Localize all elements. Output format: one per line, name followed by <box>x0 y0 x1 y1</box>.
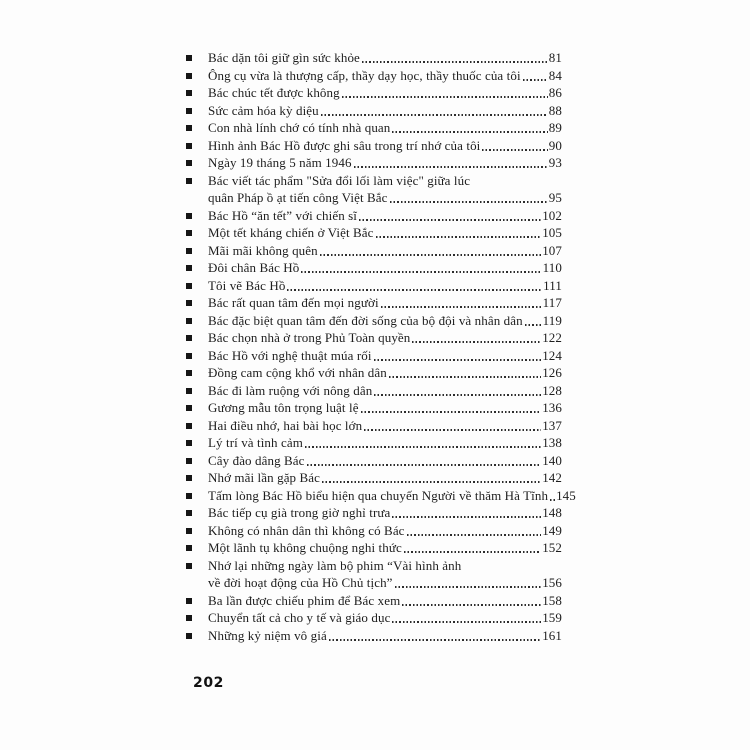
toc-entry-page-number: 159 <box>542 610 562 625</box>
toc-entry-body <box>208 364 562 382</box>
toc-entry-title: Ba lần được chiếu phim để Bác xem <box>208 592 401 608</box>
toc-entry <box>186 137 562 155</box>
dotted-leader <box>390 504 542 522</box>
toc-entry-title: Bác rất quan tâm đến mọi người <box>208 295 379 310</box>
toc-entry-last-line <box>208 329 562 347</box>
bullet-square-icon <box>186 598 192 604</box>
toc-entry-page-number: 95 <box>548 190 562 205</box>
dotted-leader <box>402 539 542 557</box>
toc-entry-page-number: 102 <box>542 207 562 223</box>
toc-entry-page-number: 149 <box>542 522 562 538</box>
toc-entry-body <box>208 137 562 155</box>
toc-entry-page-number: 152 <box>542 540 562 555</box>
bullet-square-icon <box>186 528 192 534</box>
toc-entry <box>186 382 562 400</box>
toc-entry-title: Lý trí và tình cảm <box>208 435 303 450</box>
toc-entry-last-line <box>208 49 562 67</box>
toc-entry <box>186 609 562 627</box>
toc-entry-page-number: 122 <box>542 330 562 345</box>
toc-entry-last-line <box>208 592 562 610</box>
bullet-column <box>186 347 208 359</box>
bullet-column <box>186 102 208 114</box>
toc-entry-page-number: 138 <box>542 435 562 450</box>
bullet-column <box>186 294 208 306</box>
dotted-leader <box>548 487 556 505</box>
toc-entry-page-number: 142 <box>542 470 562 485</box>
bullet-column <box>186 382 208 394</box>
toc-entry-body <box>208 557 562 592</box>
bullet-column <box>186 504 208 516</box>
bullet-square-icon <box>186 545 192 551</box>
dotted-leader <box>340 84 549 102</box>
toc-entry-body <box>208 242 562 260</box>
toc-entry-title: Mãi mãi không quên <box>208 242 318 258</box>
bullet-column <box>186 137 208 149</box>
toc-entry-page-number: 140 <box>542 452 562 468</box>
dotted-leader <box>388 189 549 207</box>
toc-entry-page-number: 107 <box>542 242 562 258</box>
toc-entry <box>186 592 562 610</box>
toc-entry-page-number: 126 <box>542 365 562 380</box>
toc-entry-title: Sức cảm hóa kỳ diệu <box>208 102 319 118</box>
bullet-square-icon <box>186 55 192 61</box>
bullet-column <box>186 434 208 446</box>
dotted-leader <box>390 119 548 137</box>
bullet-square-icon <box>186 493 192 499</box>
toc-entry-page-number: 128 <box>542 382 562 398</box>
toc-entry <box>186 154 562 172</box>
toc-entry <box>186 487 576 505</box>
toc-entry-body <box>208 627 562 645</box>
bullet-square-icon <box>186 633 192 639</box>
dotted-leader <box>360 49 549 67</box>
toc-entry-title: Không có nhân dân thì không có Bác <box>208 522 405 538</box>
bullet-square-icon <box>186 73 192 79</box>
bullet-column <box>186 452 208 464</box>
bullet-square-icon <box>186 160 192 166</box>
toc-entry-last-line <box>208 102 562 120</box>
bullet-square-icon <box>186 423 192 429</box>
dotted-leader <box>303 434 542 452</box>
bullet-column <box>186 207 208 219</box>
toc-entry <box>186 259 562 277</box>
toc-entry-title: Hai điều nhớ, hai bài học lớn <box>208 417 363 433</box>
bullet-column <box>186 487 208 499</box>
bullet-column <box>186 224 208 236</box>
toc-entry-page-number: 148 <box>542 505 562 520</box>
bullet-square-icon <box>186 178 192 184</box>
toc-entry-last-line <box>208 522 562 540</box>
toc-entry-body <box>208 609 562 627</box>
dotted-leader <box>400 592 542 610</box>
toc-entry-page-number: 81 <box>548 50 562 65</box>
bullet-column <box>186 312 208 324</box>
toc-entry-page-number: 90 <box>548 137 562 153</box>
toc-entry-title: Ngày 19 tháng 5 năm 1946 <box>208 155 352 170</box>
toc-entry-last-line <box>208 189 562 207</box>
toc-entry <box>186 207 562 225</box>
toc-entry-body <box>208 434 562 452</box>
dotted-leader <box>362 417 542 435</box>
toc-entry-last-line <box>208 277 562 295</box>
bullet-square-icon <box>186 370 192 376</box>
bullet-square-icon <box>186 405 192 411</box>
toc-entry-title: quân Pháp ồ ạt tiến công Việt Bắc <box>208 190 388 205</box>
bullet-square-icon <box>186 318 192 324</box>
bullet-column <box>186 522 208 534</box>
bullet-square-icon <box>186 143 192 149</box>
toc-entry-body <box>208 102 562 120</box>
toc-entry <box>186 434 562 452</box>
bullet-column <box>186 154 208 166</box>
toc-entry-body <box>208 172 562 207</box>
toc-entry-body <box>208 277 562 295</box>
toc-entry <box>186 312 562 330</box>
dotted-leader <box>480 137 548 155</box>
toc-entry-body <box>208 259 562 277</box>
bullet-square-icon <box>186 230 192 236</box>
toc-entry-body <box>208 329 562 347</box>
toc-entry-title: Con nhà lính chớ có tính nhà quan <box>208 120 391 135</box>
toc-entry <box>186 329 562 347</box>
toc-entry <box>186 452 562 470</box>
toc-entry-page-number: 110 <box>542 260 562 275</box>
dotted-leader <box>320 469 542 487</box>
toc-entry-title-line: Nhớ lại những ngày làm bộ phim “Vài hình ảnh <box>208 557 462 573</box>
toc-entry-page-number: 156 <box>542 575 562 590</box>
toc-entry-body <box>208 452 562 470</box>
toc-entry <box>186 504 562 522</box>
toc-entry-body <box>208 49 562 67</box>
toc-entry-last-line <box>208 627 562 645</box>
bullet-column <box>186 539 208 551</box>
bullet-column <box>186 49 208 61</box>
bullet-square-icon <box>186 475 192 481</box>
dotted-leader <box>319 102 549 120</box>
bullet-square-icon <box>186 248 192 254</box>
dotted-leader <box>285 277 543 295</box>
toc-entry-title: Bác dặn tôi giữ gìn sức khỏe <box>208 50 360 65</box>
dotted-leader <box>410 329 542 347</box>
bullet-column <box>186 609 208 621</box>
bullet-square-icon <box>186 388 192 394</box>
toc-entry <box>186 242 562 260</box>
bullet-column <box>186 119 208 131</box>
toc-entry-last-line <box>208 312 562 330</box>
toc-entry-page-number: 84 <box>548 67 562 83</box>
toc-entry-title: Bác Hồ “ăn tết” với chiến sĩ <box>208 207 358 223</box>
toc-entry-body <box>208 504 562 522</box>
toc-entry-title-line: Bác viết tác phẩm "Sửa đổi lối làm việc" giữa lúc <box>208 172 471 188</box>
toc-entry <box>186 119 562 137</box>
toc-entry-title: Bác tiếp cụ già trong giờ nghỉ trưa <box>208 505 391 520</box>
toc-entry-body <box>208 294 562 312</box>
toc-entry-body <box>208 347 562 365</box>
toc-entry <box>186 469 562 487</box>
bullet-square-icon <box>186 125 192 131</box>
toc-entry-title: Hình ảnh Bác Hồ được ghi sâu trong trí nhớ của tôi <box>208 137 481 153</box>
toc-entry-last-line <box>208 487 576 505</box>
toc-entry-page-number: 158 <box>542 592 562 608</box>
toc-entry-title: Đôi chân Bác Hồ <box>208 260 300 275</box>
toc-entry-title: Đồng cam cộng khổ với nhân dân <box>208 365 387 380</box>
dotted-leader <box>393 574 543 592</box>
toc-entry-title: Tôi vẽ Bác Hồ <box>208 277 286 293</box>
bullet-square-icon <box>186 213 192 219</box>
toc-entry-last-line <box>208 364 562 382</box>
footer-page-number: 202 <box>193 675 225 691</box>
dotted-leader <box>387 364 542 382</box>
toc-entry-last-line <box>208 137 562 155</box>
toc-entry <box>186 539 562 557</box>
bullet-column <box>186 592 208 604</box>
bullet-column <box>186 277 208 289</box>
toc-entry-title: Chuyển tất cả cho y tế và giáo dục <box>208 610 391 625</box>
dotted-leader <box>374 224 543 242</box>
toc-entry-body <box>208 539 562 557</box>
bullet-column <box>186 67 208 79</box>
toc-entry-last-line <box>208 242 562 260</box>
toc-entry-title: Bác chúc tết được không <box>208 85 340 100</box>
dotted-leader <box>372 347 543 365</box>
bullet-column <box>186 399 208 411</box>
toc-entry-body <box>208 592 562 610</box>
bullet-square-icon <box>186 283 192 289</box>
toc-entry-title: Tấm lòng Bác Hồ biểu hiện qua chuyến Người về thăm Hà Tĩnh <box>208 487 549 503</box>
toc-entry-last-line <box>208 154 562 172</box>
bullet-column <box>186 557 208 569</box>
toc-entry <box>186 172 562 207</box>
toc-entry-last-line <box>208 609 562 627</box>
dotted-leader <box>523 312 543 330</box>
toc-entry-title: Gương mẫu tôn trọng luật lệ <box>208 400 359 415</box>
toc-entry-page-number: 86 <box>548 85 562 100</box>
toc-entry-body <box>208 487 576 505</box>
toc-entry-last-line <box>208 452 562 470</box>
toc-entry-title: Nhớ mãi lần gặp Bác <box>208 470 321 485</box>
toc-entry-title: Bác Hồ với nghệ thuật múa rối <box>208 347 372 363</box>
bullet-column <box>186 84 208 96</box>
dotted-leader <box>390 609 542 627</box>
toc-entry-title: Cây đào dâng Bác <box>208 452 305 468</box>
toc-entry-title: Những kỷ niệm vô giá <box>208 627 327 643</box>
toc-entry-page-number: 89 <box>548 120 562 135</box>
toc-entry-page-number: 93 <box>548 155 562 170</box>
toc-entry-body <box>208 469 562 487</box>
toc-entry-body <box>208 84 562 102</box>
bullet-square-icon <box>186 300 192 306</box>
table-of-contents <box>186 49 576 644</box>
toc-entry-page-number: 124 <box>542 347 562 363</box>
dotted-leader <box>318 242 542 260</box>
toc-entry-last-line <box>208 539 562 557</box>
toc-entry-last-line <box>208 347 562 365</box>
dotted-leader <box>521 67 549 85</box>
toc-entry-last-line <box>208 207 562 225</box>
toc-entry-last-line <box>208 469 562 487</box>
toc-entry-last-line <box>208 574 562 592</box>
toc-entry <box>186 102 562 120</box>
dotted-leader <box>327 627 542 645</box>
dotted-leader <box>357 207 542 225</box>
toc-entry-last-line <box>208 119 562 137</box>
toc-entry-body <box>208 382 562 400</box>
toc-entry <box>186 294 562 312</box>
toc-entry-page-number: 88 <box>548 102 562 118</box>
bullet-column <box>186 172 208 184</box>
toc-entry-page-number: 145 <box>556 487 576 503</box>
toc-entry-page-number: 137 <box>542 417 562 433</box>
dotted-leader <box>299 259 542 277</box>
toc-entry-page-number: 161 <box>542 627 562 643</box>
toc-entry-last-line <box>208 382 562 400</box>
bullet-square-icon <box>186 615 192 621</box>
toc-entry-body <box>208 119 562 137</box>
toc-entry-body <box>208 207 562 225</box>
toc-entry-last-line <box>208 259 562 277</box>
toc-entry-last-line <box>208 417 562 435</box>
bullet-column <box>186 364 208 376</box>
bullet-column <box>186 417 208 429</box>
toc-entry <box>186 557 562 592</box>
toc-entry <box>186 224 562 242</box>
toc-entry-last-line <box>208 67 562 85</box>
bullet-column <box>186 627 208 639</box>
bullet-square-icon <box>186 335 192 341</box>
toc-entry-last-line <box>208 294 562 312</box>
toc-entry <box>186 417 562 435</box>
bullet-square-icon <box>186 510 192 516</box>
toc-entry <box>186 347 562 365</box>
toc-entry-title: về đời hoạt động của Hồ Chủ tịch” <box>208 575 393 590</box>
toc-entry-page-number: 105 <box>542 225 562 240</box>
bullet-column <box>186 259 208 271</box>
toc-entry-body <box>208 224 562 242</box>
toc-entry <box>186 399 562 417</box>
toc-entry <box>186 49 562 67</box>
dotted-leader <box>372 382 542 400</box>
toc-entry <box>186 84 562 102</box>
toc-entry <box>186 364 562 382</box>
dotted-leader <box>305 452 543 470</box>
bullet-column <box>186 242 208 254</box>
toc-entry-body <box>208 399 562 417</box>
bullet-square-icon <box>186 563 192 569</box>
bullet-square-icon <box>186 108 192 114</box>
bullet-square-icon <box>186 265 192 271</box>
dotted-leader <box>359 399 543 417</box>
bullet-column <box>186 469 208 481</box>
bullet-square-icon <box>186 440 192 446</box>
toc-entry <box>186 627 562 645</box>
toc-entry-last-line <box>208 434 562 452</box>
toc-entry <box>186 67 562 85</box>
toc-entry-title: Bác chọn nhà ở trong Phủ Toàn quyền <box>208 330 411 345</box>
dotted-leader <box>352 154 549 172</box>
toc-entry-title: Bác đi làm ruộng với nông dân <box>208 382 373 398</box>
toc-entry-title: Một lãnh tụ không chuộng nghi thức <box>208 540 402 555</box>
toc-entry-body <box>208 67 562 85</box>
toc-entry-body <box>208 312 562 330</box>
toc-entry <box>186 522 562 540</box>
toc-entry-page-number: 117 <box>542 295 562 310</box>
toc-entry-title: Bác đặc biệt quan tâm đến đời sống của bộ đội và nhân dân <box>208 312 523 328</box>
toc-entry-title: Ông cụ vừa là thượng cấp, thầy dạy học, thầy thuốc của tôi <box>208 67 521 83</box>
toc-entry-page-number: 111 <box>543 277 562 293</box>
toc-entry-body <box>208 522 562 540</box>
dotted-leader <box>379 294 543 312</box>
toc-entry-page-number: 136 <box>542 400 562 415</box>
bullet-column <box>186 329 208 341</box>
toc-entry-page-number: 119 <box>542 312 562 328</box>
toc-entry-last-line <box>208 224 562 242</box>
toc-entry-last-line <box>208 504 562 522</box>
toc-entry-title: Một tết kháng chiến ở Việt Bắc <box>208 225 374 240</box>
bullet-square-icon <box>186 458 192 464</box>
toc-entry-body <box>208 154 562 172</box>
toc-entry-last-line <box>208 84 562 102</box>
toc-entry-last-line <box>208 399 562 417</box>
dotted-leader <box>405 522 543 540</box>
toc-entry <box>186 277 562 295</box>
bullet-square-icon <box>186 90 192 96</box>
toc-entry-body <box>208 417 562 435</box>
bullet-square-icon <box>186 353 192 359</box>
